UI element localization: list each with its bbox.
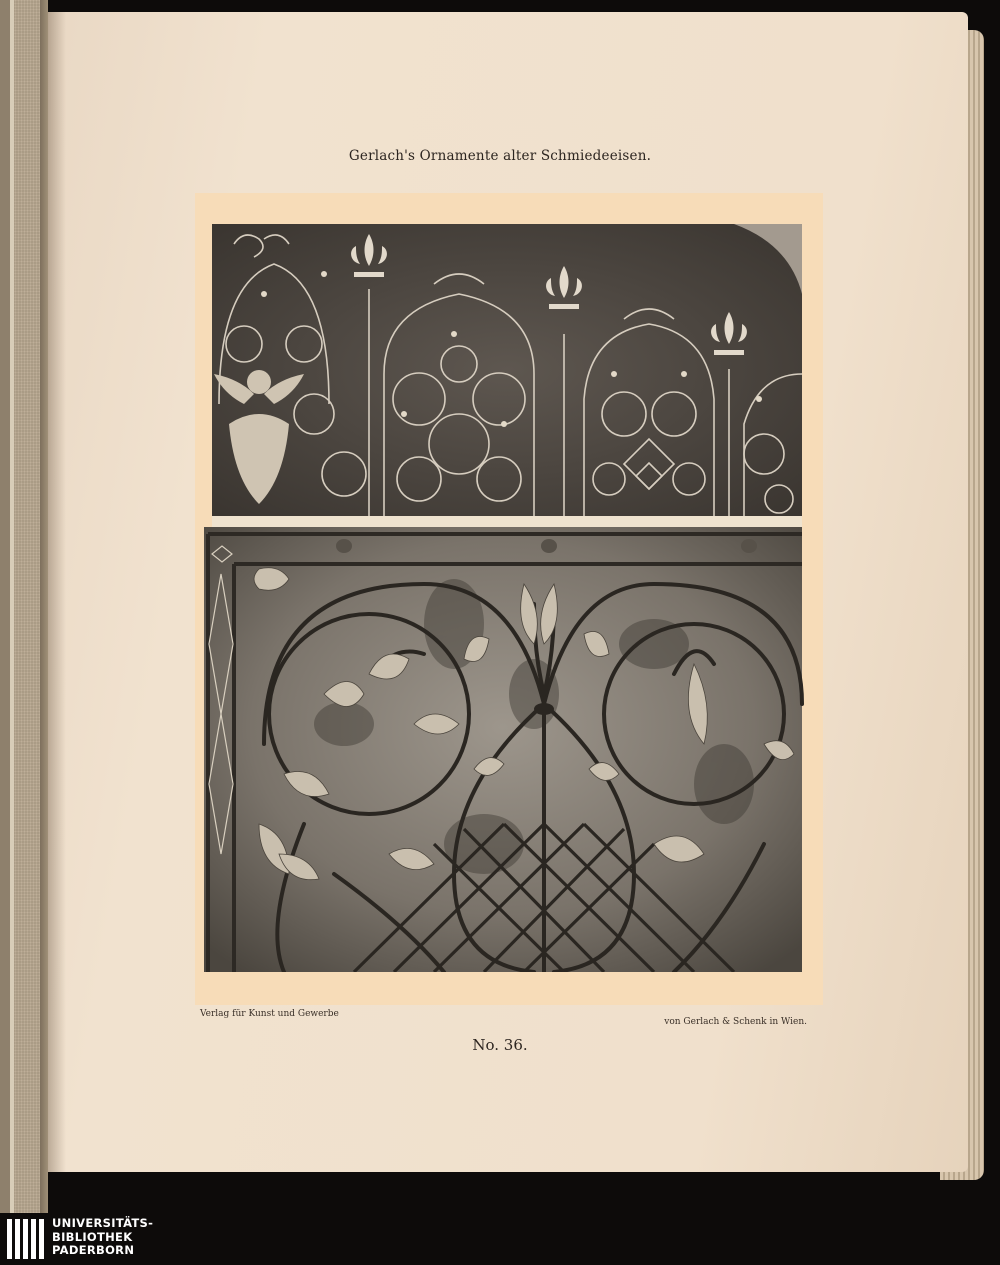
spine-strip: [10, 0, 14, 1213]
library-line-1: UNIVERSITÄTS-: [52, 1216, 154, 1230]
library-logo-icon: [5, 1217, 49, 1261]
library-line-2: BIBLIOTHEK: [52, 1229, 133, 1244]
publisher-left: Verlag für Kunst und Gewerbe: [200, 1009, 339, 1019]
page-gutter-shadow: [48, 12, 66, 1172]
spine-gutter: [40, 0, 48, 1213]
library-line-3: PADERBORN: [52, 1243, 135, 1257]
page-heading: Gerlach's Ornamente alter Schmiedeeisen.: [348, 148, 652, 164]
library-logo-text: [52, 1217, 252, 1258]
plate-number: No. 36.: [472, 1036, 528, 1054]
ironwork-photograph: [204, 224, 804, 972]
top-grille-panel: [212, 224, 802, 516]
spine-edge: [0, 0, 10, 1213]
publisher-right: von Gerlach & Schenk in Wien.: [664, 1017, 807, 1027]
bottom-grille-panel: [204, 527, 802, 972]
